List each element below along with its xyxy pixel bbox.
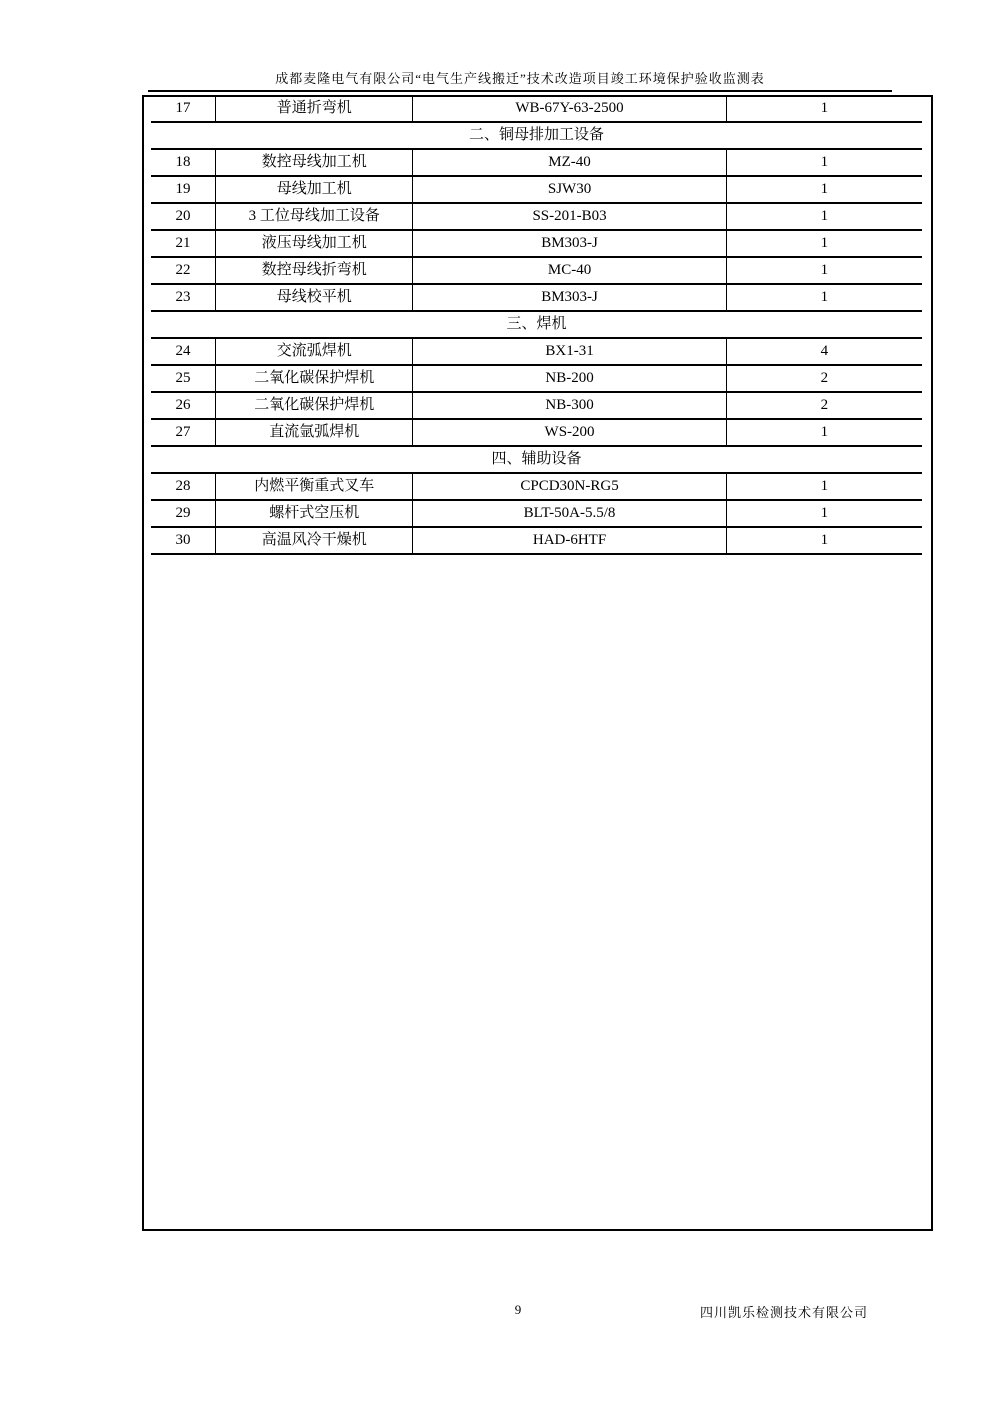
- row-number-cell: 30: [151, 527, 216, 554]
- row-number-cell: 23: [151, 284, 216, 311]
- table-row: [151, 176, 922, 203]
- table-row: [151, 392, 922, 419]
- quantity-cell: 1: [726, 203, 922, 230]
- equipment-name-cell: 母线加工机: [216, 176, 413, 203]
- header-rule: [148, 90, 892, 92]
- section-title: 四、辅助设备: [151, 446, 922, 473]
- row-number-cell: 17: [151, 96, 216, 122]
- table-row: [151, 284, 922, 311]
- equipment-name-cell: 数控母线折弯机: [216, 257, 413, 284]
- section-row: [151, 311, 922, 338]
- equipment-name-cell: 内燃平衡重式叉车: [216, 473, 413, 500]
- equipment-name-cell: 3 工位母线加工设备: [216, 203, 413, 230]
- table-row: [151, 96, 922, 122]
- model-cell: CPCD30N-RG5: [413, 473, 726, 500]
- equipment-name-cell: 液压母线加工机: [216, 230, 413, 257]
- row-number-cell: 18: [151, 149, 216, 176]
- quantity-cell: 1: [726, 419, 922, 446]
- model-cell: WS-200: [413, 419, 726, 446]
- equipment-name-cell: 二氧化碳保护焊机: [216, 392, 413, 419]
- model-cell: HAD-6HTF: [413, 527, 726, 554]
- table-row: [151, 257, 922, 284]
- row-number-cell: 28: [151, 473, 216, 500]
- table-row: [151, 230, 922, 257]
- row-number-cell: 22: [151, 257, 216, 284]
- table-row: [151, 338, 922, 365]
- equipment-name-cell: 数控母线加工机: [216, 149, 413, 176]
- quantity-cell: 1: [726, 96, 922, 122]
- row-number-cell: 20: [151, 203, 216, 230]
- section-row: [151, 122, 922, 149]
- table-row: [151, 527, 922, 554]
- quantity-cell: 1: [726, 527, 922, 554]
- section-title: 二、铜母排加工设备: [151, 122, 922, 149]
- model-cell: WB-67Y-63-2500: [413, 96, 726, 122]
- row-number-cell: 21: [151, 230, 216, 257]
- footer-company: 四川凯乐检测技术有限公司: [700, 1305, 869, 1320]
- row-number-cell: 27: [151, 419, 216, 446]
- model-cell: NB-200: [413, 365, 726, 392]
- row-number-cell: 29: [151, 500, 216, 527]
- model-cell: BM303-J: [413, 284, 726, 311]
- row-number-cell: 26: [151, 392, 216, 419]
- table-row: [151, 500, 922, 527]
- quantity-cell: 1: [726, 257, 922, 284]
- model-cell: SS-201-B03: [413, 203, 726, 230]
- model-cell: SJW30: [413, 176, 726, 203]
- page-number: 9: [514, 1302, 522, 1317]
- equipment-name-cell: 直流氩弧焊机: [216, 419, 413, 446]
- quantity-cell: 1: [726, 149, 922, 176]
- quantity-cell: 1: [726, 500, 922, 527]
- model-cell: NB-300: [413, 392, 726, 419]
- equipment-table: [151, 96, 922, 555]
- equipment-name-cell: 二氧化碳保护焊机: [216, 365, 413, 392]
- model-cell: BLT-50A-5.5/8: [413, 500, 726, 527]
- equipment-name-cell: 交流弧焊机: [216, 338, 413, 365]
- model-cell: BX1-31: [413, 338, 726, 365]
- model-cell: BM303-J: [413, 230, 726, 257]
- quantity-cell: 1: [726, 176, 922, 203]
- quantity-cell: 2: [726, 365, 922, 392]
- equipment-name-cell: 普通折弯机: [216, 96, 413, 122]
- table-row: [151, 149, 922, 176]
- section-title: 三、焊机: [151, 311, 922, 338]
- quantity-cell: 1: [726, 230, 922, 257]
- table-row: [151, 419, 922, 446]
- quantity-cell: 2: [726, 392, 922, 419]
- model-cell: MZ-40: [413, 149, 726, 176]
- quantity-cell: 1: [726, 473, 922, 500]
- row-number-cell: 25: [151, 365, 216, 392]
- equipment-table-body: [151, 96, 922, 554]
- quantity-cell: 4: [726, 338, 922, 365]
- row-number-cell: 24: [151, 338, 216, 365]
- equipment-name-cell: 母线校平机: [216, 284, 413, 311]
- quantity-cell: 1: [726, 284, 922, 311]
- equipment-name-cell: 高温风冷干燥机: [216, 527, 413, 554]
- equipment-name-cell: 螺杆式空压机: [216, 500, 413, 527]
- model-cell: MC-40: [413, 257, 726, 284]
- section-row: [151, 446, 922, 473]
- table-row: [151, 365, 922, 392]
- table-row: [151, 203, 922, 230]
- table-row: [151, 473, 922, 500]
- header-title: 成都麦隆电气有限公司“电气生产线搬迁”技术改造项目竣工环境保护验收监测表: [275, 71, 765, 86]
- row-number-cell: 19: [151, 176, 216, 203]
